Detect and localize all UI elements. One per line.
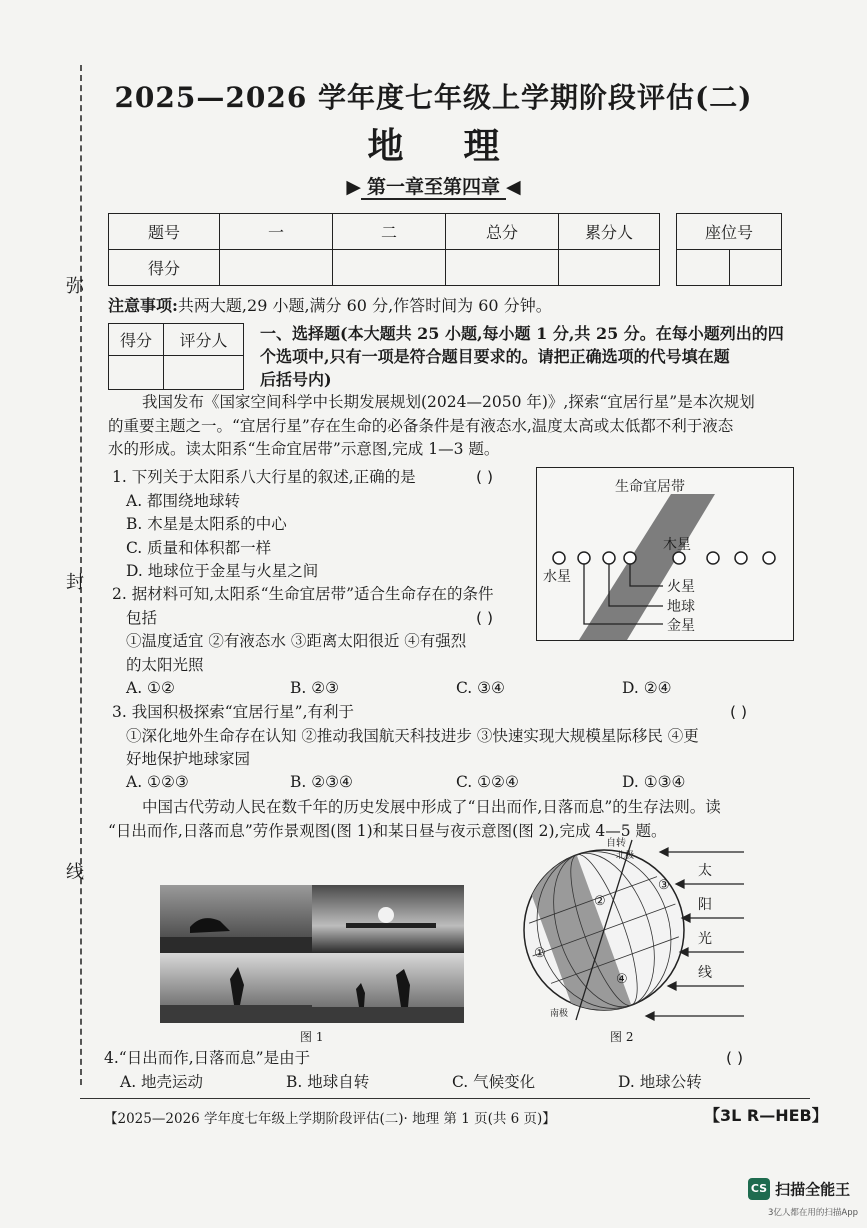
- figure-1-caption: 图 1: [300, 1030, 324, 1044]
- figure-2-caption: 图 2: [610, 1030, 634, 1044]
- sun-icon: [378, 907, 394, 923]
- option: B. ②③④: [290, 773, 353, 791]
- score-table-header-row: [109, 214, 660, 250]
- seal-char-xian: 线: [66, 862, 84, 883]
- figure-1-svg: [160, 885, 464, 1023]
- question-2-items-cont: 的太阳光照: [126, 655, 204, 674]
- page-footer: 【2025—2026 学年度七年级上学期阶段评估(二)· 地理 第 1 页(共 6 页)】: [104, 1111, 556, 1127]
- intro-paragraph-1: [108, 391, 798, 462]
- marker-4: ④: [616, 972, 628, 987]
- scanner-tagline: 3亿人都在用的扫描App: [768, 1208, 859, 1218]
- mars-label: 火星: [667, 579, 695, 595]
- option: D. 地球公转: [618, 1073, 702, 1091]
- rotation-label: 自转: [606, 838, 626, 849]
- seal-char-feng: 封: [66, 572, 84, 593]
- question-4-stem: 4.“日出而作,日落而息”是由于: [104, 1049, 311, 1067]
- scanner-watermark: [748, 1178, 859, 1218]
- option: C. ③④: [456, 679, 505, 697]
- score-header-cell: 累分人: [559, 214, 660, 250]
- score-header-cell: 二: [333, 214, 446, 250]
- seat-table: [676, 213, 782, 286]
- score-cell[interactable]: [559, 250, 660, 286]
- option: A. 都围绕地球转: [126, 491, 241, 510]
- intro-line: 水的形成。读太阳系“生命宜居带”示意图,完成 1—3 题。: [108, 440, 500, 458]
- sunlight-char: 太: [698, 863, 712, 879]
- right-arrow-icon: ◀: [506, 176, 521, 198]
- option: A. ①②③: [126, 773, 189, 791]
- option: D. ②④: [622, 679, 672, 697]
- north-pole-label: 北极: [616, 851, 635, 861]
- notice: [108, 294, 552, 318]
- chapter-label: 第一章至第四章: [361, 176, 506, 200]
- score-header-cell: 一: [220, 214, 333, 250]
- figure-1-photos: [160, 885, 464, 1023]
- scanner-name: 扫描全能王: [775, 1180, 851, 1199]
- seat-cell[interactable]: [730, 250, 782, 286]
- jupiter-label: 木星: [663, 537, 691, 553]
- grader-table: [108, 323, 244, 390]
- intro-line: 中国古代劳动人民在数千年的历史发展中形成了“日出而作,日落而息”的生存法则。读: [142, 798, 721, 816]
- question-3-stem: 3. 我国积极探索“宜居行星”,有利于: [112, 703, 354, 721]
- option: B. ②③: [290, 679, 340, 697]
- footer-rule: [80, 1098, 810, 1099]
- section1-heading: [260, 322, 784, 391]
- answer-paren[interactable]: ( ): [476, 468, 494, 486]
- score-cell[interactable]: [220, 250, 333, 286]
- score-header-cell: 总分: [446, 214, 559, 250]
- question-1: [112, 466, 416, 584]
- score-table-row: [109, 250, 660, 286]
- seat-cell[interactable]: [677, 250, 730, 286]
- option: C. 气候变化: [452, 1073, 536, 1091]
- sunlight-char: 阳: [698, 897, 712, 913]
- mercury-planet: [553, 552, 565, 564]
- option: A. ①②: [126, 679, 175, 697]
- intro-line: “日出而作,日落而息”劳作景观图(图 1)和某日昼与夜示意图(图 2),完成 4—5 题。: [108, 821, 667, 840]
- intro-line: 我国发布《国家空间科学中长期发展规划(2024—2050 年)》,探索“宜居行星”是本次规划: [142, 393, 755, 411]
- answer-paren[interactable]: ( ): [730, 703, 748, 721]
- option: A. 地壳运动: [120, 1073, 204, 1091]
- notice-label: 注意事项:: [108, 296, 178, 315]
- grader-name-cell[interactable]: [164, 356, 244, 390]
- section1-line: 个选项中,只有一项是符合题目要求的。请把正确选项的代号填在题: [260, 347, 730, 366]
- figure-2-svg: [508, 838, 748, 1022]
- habitable-zone-diagram: [536, 467, 794, 641]
- section1-line: 一、选择题(本大题共 25 小题,每小题 1 分,共 25 分。在每小题列出的四: [260, 324, 784, 343]
- seat-label: 座位号: [677, 214, 782, 250]
- option: C. 质量和体积都一样: [126, 538, 272, 557]
- saturn-planet: [707, 552, 719, 564]
- intro-paragraph-2: [108, 796, 808, 843]
- section1-line: 后括号内): [260, 370, 332, 389]
- marker-3: ③: [658, 878, 670, 893]
- option: D. ①③④: [622, 773, 686, 791]
- exam-title: 2025—2026 学年度七年级上学期阶段评估(二): [114, 81, 753, 114]
- score-row-label: 得分: [109, 250, 220, 286]
- earth-planet: [603, 552, 615, 564]
- answer-paren[interactable]: ( ): [476, 609, 494, 627]
- neptune-planet: [763, 552, 775, 564]
- score-cell[interactable]: [446, 250, 559, 286]
- subject-title: 地理: [367, 125, 560, 167]
- option: D. 地球位于金星与火星之间: [126, 562, 319, 580]
- marker-1: ①: [534, 946, 546, 961]
- question-2: [112, 583, 494, 677]
- sunlight-char: 光: [698, 931, 712, 947]
- question-1-stem: 1. 下列关于太阳系八大行星的叙述,正确的是: [112, 468, 416, 486]
- grader-name-label: 评分人: [164, 324, 244, 356]
- option: C. ①②④: [456, 773, 519, 791]
- mars-planet: [624, 552, 636, 564]
- chapter-range: [0, 172, 867, 199]
- answer-paren[interactable]: ( ): [726, 1049, 744, 1067]
- option: B. 木星是太阳系的中心: [126, 515, 287, 533]
- intro-line: 的重要主题之一。“宜居行星”存在生命的必备条件是有液态水,温度太高或太低都不利于液态: [108, 416, 734, 435]
- question-3-items: ①深化地外生命存在认知 ②推动我国航天科技进步 ③快速实现大规模星际移民 ④更: [126, 726, 699, 745]
- grader-score-label: 得分: [109, 324, 164, 356]
- grader-score-cell[interactable]: [109, 356, 164, 390]
- mercury-label: 水星: [543, 569, 571, 585]
- earth-label: 地球: [667, 599, 695, 615]
- sunlight-char: 线: [698, 965, 712, 981]
- venus-label: 金星: [667, 618, 695, 634]
- exam-code: 【3L R—HEB】: [704, 1106, 828, 1125]
- notice-text: 共两大题,29 小题,满分 60 分,作答时间为 60 分钟。: [177, 296, 552, 315]
- score-table: [108, 213, 660, 286]
- seal-char-mi: 弥: [66, 276, 84, 297]
- option: B. 地球自转: [286, 1073, 370, 1091]
- venus-planet: [578, 552, 590, 564]
- question-2-items: ①温度适宜 ②有液态水 ③距离太阳很近 ④有强烈: [126, 632, 467, 650]
- left-arrow-icon: ▶: [346, 176, 361, 198]
- scanner-logo: CS: [748, 1178, 770, 1200]
- marker-2: ②: [594, 894, 606, 909]
- score-cell[interactable]: [333, 250, 446, 286]
- uranus-planet: [735, 552, 747, 564]
- south-pole-label: 南极: [550, 1009, 569, 1019]
- score-header-cell: 题号: [109, 214, 220, 250]
- question-2-stem: 2. 据材料可知,太阳系“生命宜居带”适合生命存在的条件: [112, 585, 494, 603]
- question-3-items-cont: 好地保护地球家园: [126, 750, 251, 768]
- question-3: [112, 701, 699, 772]
- figure-2-diagram: [508, 838, 748, 1022]
- habitable-band-label: 生命宜居带: [615, 479, 685, 495]
- question-2-stem-cont: 包括: [126, 608, 158, 627]
